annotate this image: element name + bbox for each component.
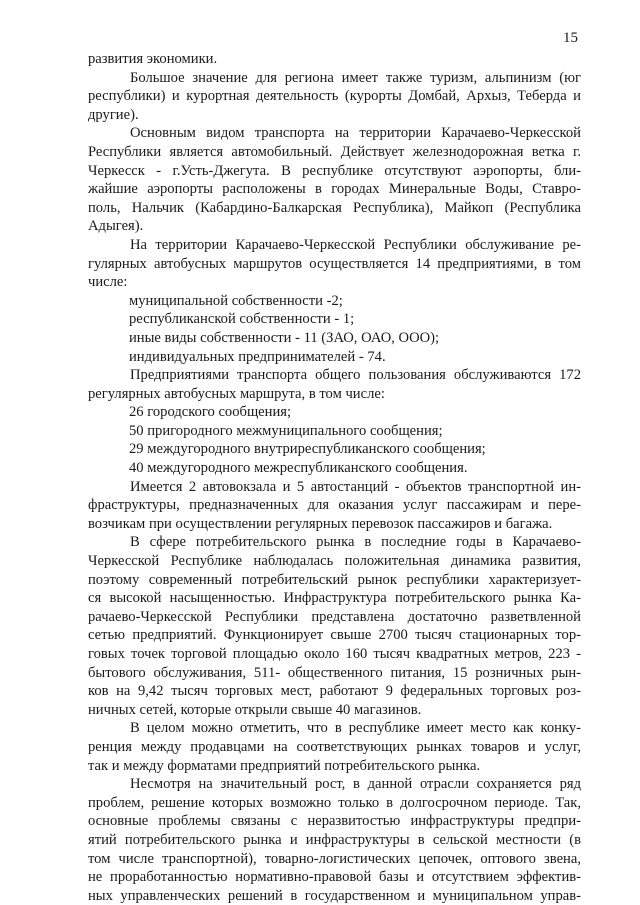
text-line: другие). bbox=[88, 106, 139, 123]
text-line: бытового обслуживания, 511- общественного питания, 15 розничных рын- bbox=[88, 664, 581, 681]
list-item: 50 пригородного межмуниципального сообщения; bbox=[129, 422, 443, 439]
text-line: ничных сетей, которые открыли свыше 40 магазинов. bbox=[88, 701, 422, 718]
text-line: поль, Нальчик (Кабардино-Балкарская Республика), Майкоп (Республика bbox=[88, 199, 581, 216]
text-line: фраструктуры, предназначенных для оказания услуг пассажирам и пере- bbox=[88, 497, 581, 514]
text-line: поэтому современный потребительский рынок республики характеризует- bbox=[88, 571, 581, 588]
text-line: ренция между продавцами на соответствующих рынках товаров и услуг, bbox=[88, 738, 581, 755]
text-line: гулярных автобусных маршрутов осуществляется 14 предприятиями, в том bbox=[88, 255, 581, 272]
list-item: иные виды собственности - 11 (ЗАО, ОАО, ООО); bbox=[129, 329, 440, 346]
text-line: Черкесск - г.Усть-Джегута. В республике отсутствуют аэропорты, бли- bbox=[88, 162, 581, 179]
list-item: 26 городского сообщения; bbox=[129, 404, 292, 421]
text-line: регулярных автобусных маршрута, в том числе: bbox=[88, 385, 385, 402]
text-line: Имеется 2 автовокзала и 5 автостанций - объектов транспортной ин- bbox=[130, 478, 581, 495]
text-line: Основным видом транспорта на территории Карачаево-Черкесской bbox=[130, 125, 581, 142]
text-line: развития экономики. bbox=[88, 51, 218, 67]
text-line: Адыгея). bbox=[88, 218, 144, 235]
text-line: Большое значение для региона имеет также туризм, альпинизм (юг bbox=[130, 69, 581, 86]
text-line: Республики является автомобильный. Действует железнодорожная ветка г. bbox=[88, 143, 581, 160]
text-line: ков на 9,42 тысяч торговых мест, работают 9 федеральных торговых роз- bbox=[88, 683, 581, 700]
text-line: не проработанностью нормативно-правовой базы и отсутствием эффектив- bbox=[88, 869, 581, 886]
text-line: В целом можно отметить, что в республике имеет место как конку- bbox=[130, 720, 581, 737]
text-line: рачаево-Черкесской Республики представлена достаточно разветвленной bbox=[88, 608, 581, 625]
text-line: На территории Карачаево-Черкесской Республики обслуживание ре- bbox=[130, 236, 581, 253]
text-line: жайшие аэропорты расположены в городах Минеральные Воды, Ставро- bbox=[88, 181, 581, 198]
text-line: проблем, решение которых возможно только в долгосрочном периоде. Так, bbox=[88, 794, 581, 811]
text-line: говых точек торговой площадью около 160 тысяч квадратных метров, 223 - bbox=[88, 646, 581, 662]
text-line: числе: bbox=[88, 274, 128, 291]
list-item: индивидуальных предпринимателей - 74. bbox=[129, 348, 386, 365]
text-line: ся высокой насыщенностью. Инфраструктура потребительского рынка Ка- bbox=[88, 590, 581, 607]
list-item: 29 междугородного внутриреспубликанского сообщения; bbox=[129, 441, 486, 458]
text-line: В сфере потребительского рынка в последние годы в Карачаево- bbox=[130, 534, 581, 551]
list-item: 40 междугородного межреспубликанского сообщения. bbox=[129, 460, 468, 477]
page-number: 15 bbox=[563, 30, 578, 46]
text-line: так и между форматами предприятий потребительского рынка. bbox=[88, 757, 481, 774]
text-line: основные проблемы связаны с неразвитостью инфраструктуры предпри- bbox=[88, 813, 581, 830]
text-line: Предприятиями транспорта общего пользования обслуживаются 172 bbox=[130, 367, 581, 384]
text-line: том числе транспортной), товарно-логистических цепочек, оптового звена, bbox=[88, 850, 581, 867]
text-line: ятий потребительского рынка и инфраструктуры в сельской местности (в bbox=[88, 831, 581, 848]
document-body bbox=[88, 50, 581, 905]
text-line: ных управленческих решений в государственном и муниципальном управ- bbox=[88, 887, 581, 904]
text-line: республики) и курортная деятельность (курорты Домбай, Архыз, Теберда и bbox=[88, 88, 581, 105]
list-item: республиканской собственности - 1; bbox=[129, 311, 355, 328]
text-line: возчикам при осуществлении регулярных перевозок пассажиров и багажа. bbox=[88, 515, 553, 532]
list-item: муниципальной собственности -2; bbox=[129, 292, 343, 309]
text-line: Несмотря на значительный рост, в данной отрасли сохраняется ряд bbox=[130, 776, 581, 793]
text-line: сетью предприятий. Функционирует свыше 2700 тысяч стационарных тор- bbox=[88, 627, 581, 644]
text-line: Черкесской Республике наблюдалась положительная динамика развития, bbox=[88, 553, 581, 570]
